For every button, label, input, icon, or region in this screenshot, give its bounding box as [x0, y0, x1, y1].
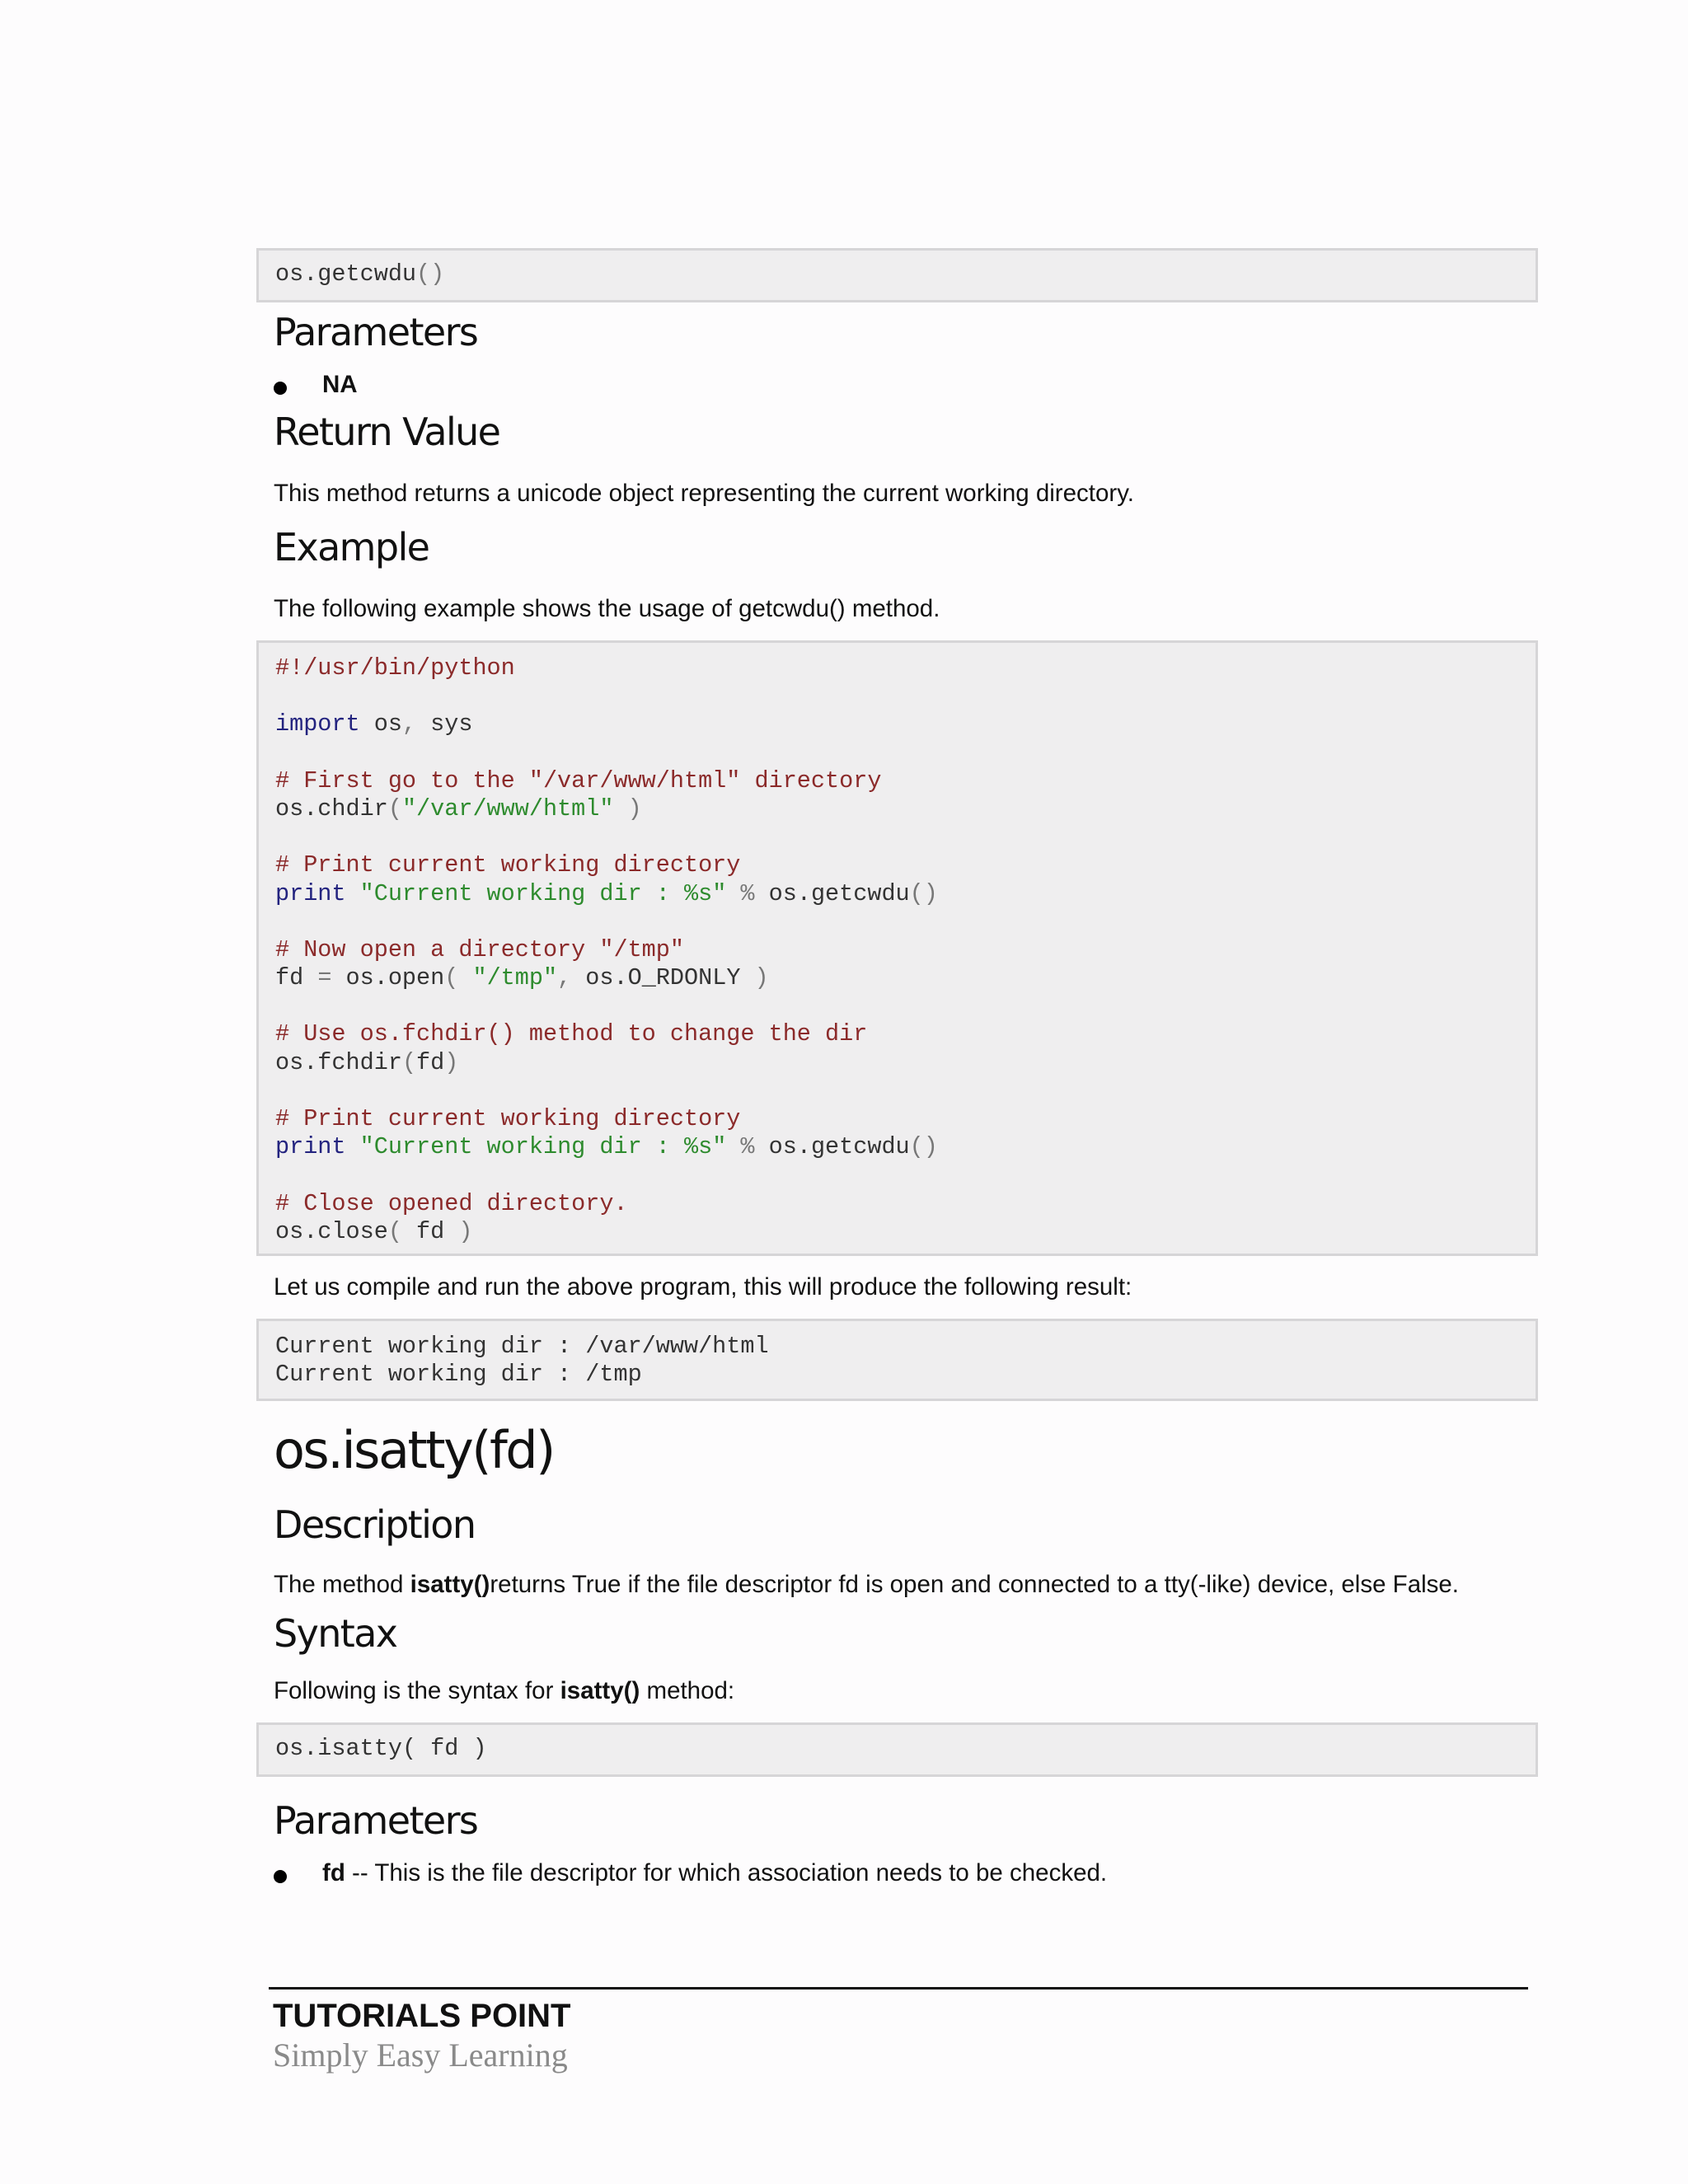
code-token: () [416, 260, 445, 288]
parameter-item-fd [322, 1859, 1107, 1887]
code-token: , [401, 710, 417, 738]
code-token: os.getcwdu [754, 879, 910, 907]
code-line [275, 1361, 769, 1389]
parameter-name: NA [322, 371, 358, 398]
code-token: = [317, 964, 332, 992]
code-line [275, 823, 938, 851]
description-heading: Description [274, 1502, 476, 1547]
parameter-description: -- This is the file descriptor for which association needs to be checked. [345, 1859, 1108, 1886]
code-line [275, 880, 938, 908]
code-token: ) [613, 794, 642, 823]
result-code-block [256, 1319, 1538, 1401]
return-value-text: This method returns a unicode object representing the current working directory. [274, 480, 1134, 507]
footer-tagline: Simply Easy Learning [273, 2036, 568, 2074]
code-line [275, 1735, 487, 1763]
syntax-intro-method: isatty() [560, 1677, 640, 1704]
description-post: returns True if the file descriptor fd is open and connected to a tty(-like) device, else False. [490, 1571, 1460, 1598]
code-token: , [557, 964, 572, 992]
code-token: # Now open a directory "/tmp" [275, 935, 684, 963]
description-text [274, 1571, 1459, 1599]
code-token: () [909, 879, 938, 907]
code-token: # Print current working directory [275, 1105, 741, 1132]
code-token: "Current working dir : %s" [359, 879, 727, 907]
code-token: ( [444, 964, 459, 992]
isatty-syntax-code [275, 1735, 487, 1763]
code-token: fd [416, 1048, 445, 1076]
code-line [275, 992, 938, 1020]
code-token: Current working dir : /var/www/html [275, 1333, 769, 1360]
example-code-block [256, 640, 1538, 1256]
code-token: os.open [331, 964, 445, 992]
syntax-intro-pre: Following is the syntax for [274, 1677, 560, 1704]
code-line [275, 1105, 938, 1133]
code-line [275, 795, 938, 823]
code-line [275, 964, 938, 992]
code-token: os.O_RDONLY [571, 964, 755, 992]
description-method: isatty() [410, 1571, 490, 1598]
code-token: ( [387, 1217, 402, 1245]
code-token: print [275, 1133, 346, 1161]
code-token: os.chdir [275, 794, 388, 823]
code-token: "Current working dir : %s" [359, 1133, 727, 1161]
code-token: os.getcwdu [754, 1133, 910, 1161]
example-intro: The following example shows the usage of getcwdu() method. [274, 595, 940, 622]
method-title: os.isatty(fd) [274, 1420, 554, 1480]
code-line [275, 1077, 938, 1105]
syntax-code-block [256, 248, 1538, 302]
isatty-syntax-code-block [256, 1722, 1538, 1777]
code-line [275, 1049, 938, 1077]
example-heading: Example [274, 525, 429, 569]
code-token: Current working dir : /tmp [275, 1361, 642, 1389]
parameters-heading: Parameters [274, 310, 478, 354]
code-line [275, 1333, 769, 1361]
code-token: # Close opened directory. [275, 1189, 628, 1217]
code-token: fd [416, 1735, 473, 1762]
code-token: fd [401, 1217, 459, 1245]
code-token: ) [458, 1217, 473, 1245]
code-token: sys [416, 710, 473, 738]
code-token [346, 880, 360, 907]
code-line [275, 1020, 938, 1048]
result-code [275, 1333, 769, 1389]
code-token [346, 1133, 360, 1160]
code-token: # Print current working directory [275, 851, 741, 879]
code-line [275, 1133, 938, 1161]
code-line [275, 682, 938, 710]
code-token: fd [275, 964, 318, 992]
code-token: "/var/www/html" [401, 794, 614, 823]
code-line [275, 654, 938, 682]
syntax-code [275, 260, 444, 288]
code-line [275, 936, 938, 964]
parameter-item [322, 371, 358, 399]
code-line [275, 739, 938, 767]
parameter-name: fd [322, 1859, 345, 1886]
code-line [275, 767, 938, 795]
result-intro: Let us compile and run the above program, this will produce the following result: [274, 1273, 1132, 1301]
code-line [275, 1218, 938, 1246]
code-token: () [909, 1133, 938, 1161]
code-token: os.close [275, 1217, 388, 1245]
return-value-heading: Return Value [274, 410, 500, 454]
code-line [275, 1190, 938, 1218]
code-line [275, 1161, 938, 1189]
code-token: % [726, 879, 755, 907]
code-token: ( [401, 1048, 417, 1076]
code-token: ) [754, 964, 769, 992]
code-token: ( [387, 794, 402, 823]
code-token: os.fchdir [275, 1048, 402, 1076]
parameters-heading-2: Parameters [274, 1798, 478, 1843]
code-token: "/tmp" [472, 964, 558, 992]
code-token: import [275, 710, 360, 738]
code-line [275, 260, 444, 288]
syntax-intro-post: method: [640, 1677, 735, 1704]
code-token: ) [472, 1735, 487, 1762]
code-line [275, 851, 938, 879]
footer-brand: TUTORIALS POINT [273, 1998, 571, 2034]
bullet [274, 1870, 287, 1883]
syntax-heading: Syntax [274, 1611, 397, 1656]
code-token: os [359, 710, 402, 738]
description-pre: The method [274, 1571, 410, 1598]
footer-divider [269, 1987, 1528, 1990]
syntax-intro [274, 1677, 734, 1705]
code-token: ) [444, 1048, 459, 1076]
code-token: # Use os.fchdir() method to change the dir [275, 1020, 868, 1048]
bullet [274, 382, 287, 395]
code-line [275, 908, 938, 936]
code-token: os.isatty [275, 1735, 402, 1762]
code-token [458, 964, 472, 991]
code-token: print [275, 879, 346, 907]
code-token: #!/usr/bin/python [275, 654, 515, 682]
code-token: % [726, 1133, 755, 1161]
code-line [275, 710, 938, 738]
example-code [275, 654, 938, 1246]
code-token: ( [401, 1735, 417, 1762]
code-token: # First go to the "/var/www/html" directory [275, 766, 882, 794]
code-token: os.getcwdu [275, 260, 417, 288]
